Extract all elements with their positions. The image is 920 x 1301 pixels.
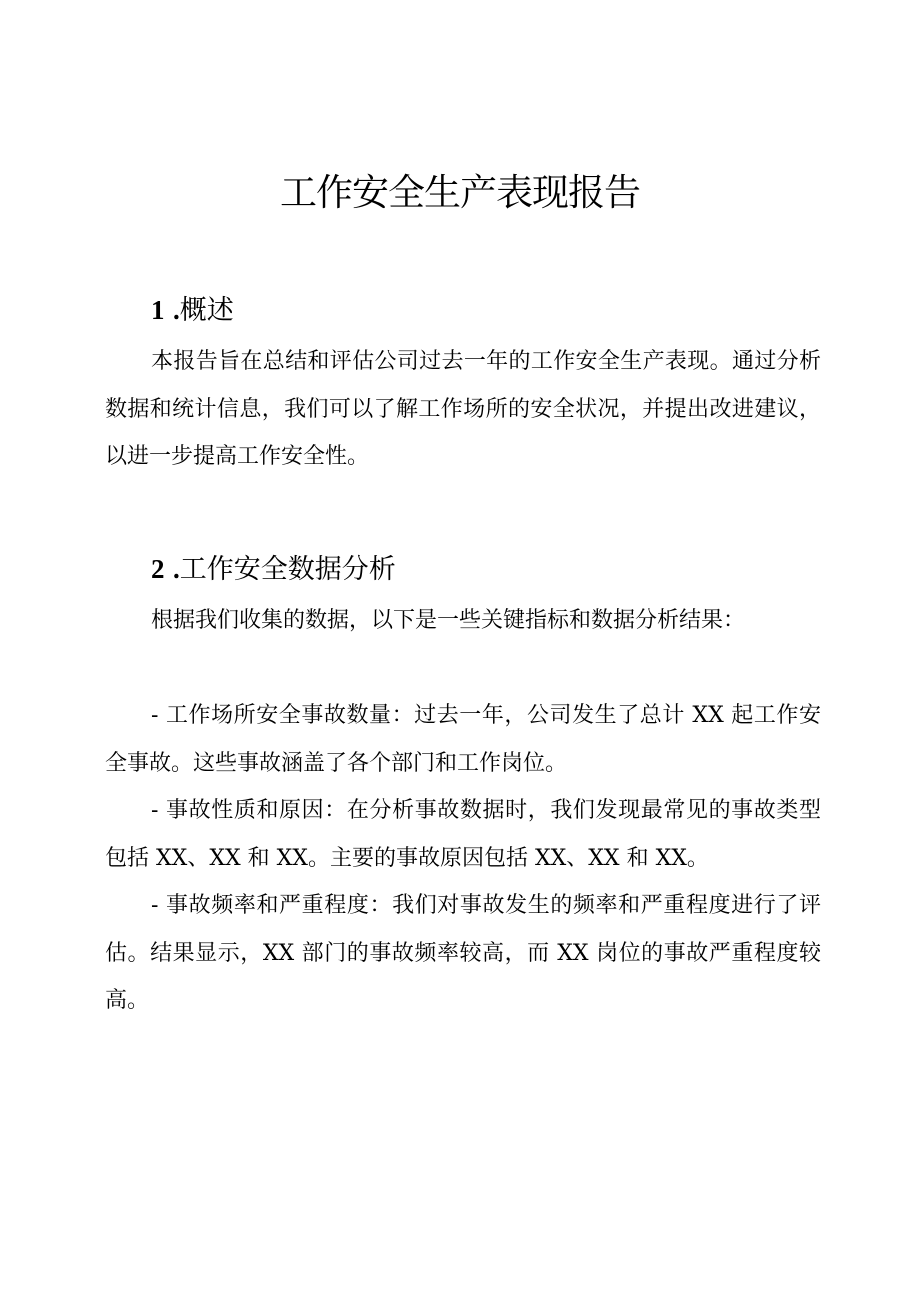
- list-item-accident-frequency: - 事故频率和严重程度：我们对事故发生的频率和严重程度进行了评估。结果显示，XX 部门的事故频率较高，而 XX 岗位的事故严重程度较高。: [105, 893, 821, 1013]
- section-number-dot: .: [173, 295, 180, 325]
- analysis-intro-paragraph: 根据我们收集的数据，以下是一些关键指标和数据分析结果：: [151, 608, 746, 633]
- section-heading-overview: [151, 292, 234, 329]
- overview-paragraph: 本报告旨在总结和评估公司过去一年的工作安全生产表现。通过分析数据和统计信息，我们可以了解工作场所的安全状况，并提出改进建议，以进一步提高工作安全性。: [105, 349, 821, 469]
- list-item-accident-count: - 工作场所安全事故数量：过去一年，公司发生了总计 XX 起工作安全事故。这些事故涵盖了各个部门和工作岗位。: [105, 703, 821, 776]
- section-number: 2: [151, 554, 165, 584]
- section-number-dot: .: [173, 554, 180, 584]
- section-number: 1: [151, 295, 165, 325]
- document-title: 工作安全生产表现报告: [280, 171, 640, 214]
- section-heading-text: 概述: [179, 295, 234, 326]
- section-heading-text: 工作安全数据分析: [179, 554, 396, 585]
- section-heading-data-analysis: [151, 551, 396, 588]
- list-item-accident-nature: - 事故性质和原因：在分析事故数据时，我们发现最常见的事故类型包括 XX、XX 和 XX。主要的事故原因包括 XX、XX 和 XX。: [105, 798, 821, 871]
